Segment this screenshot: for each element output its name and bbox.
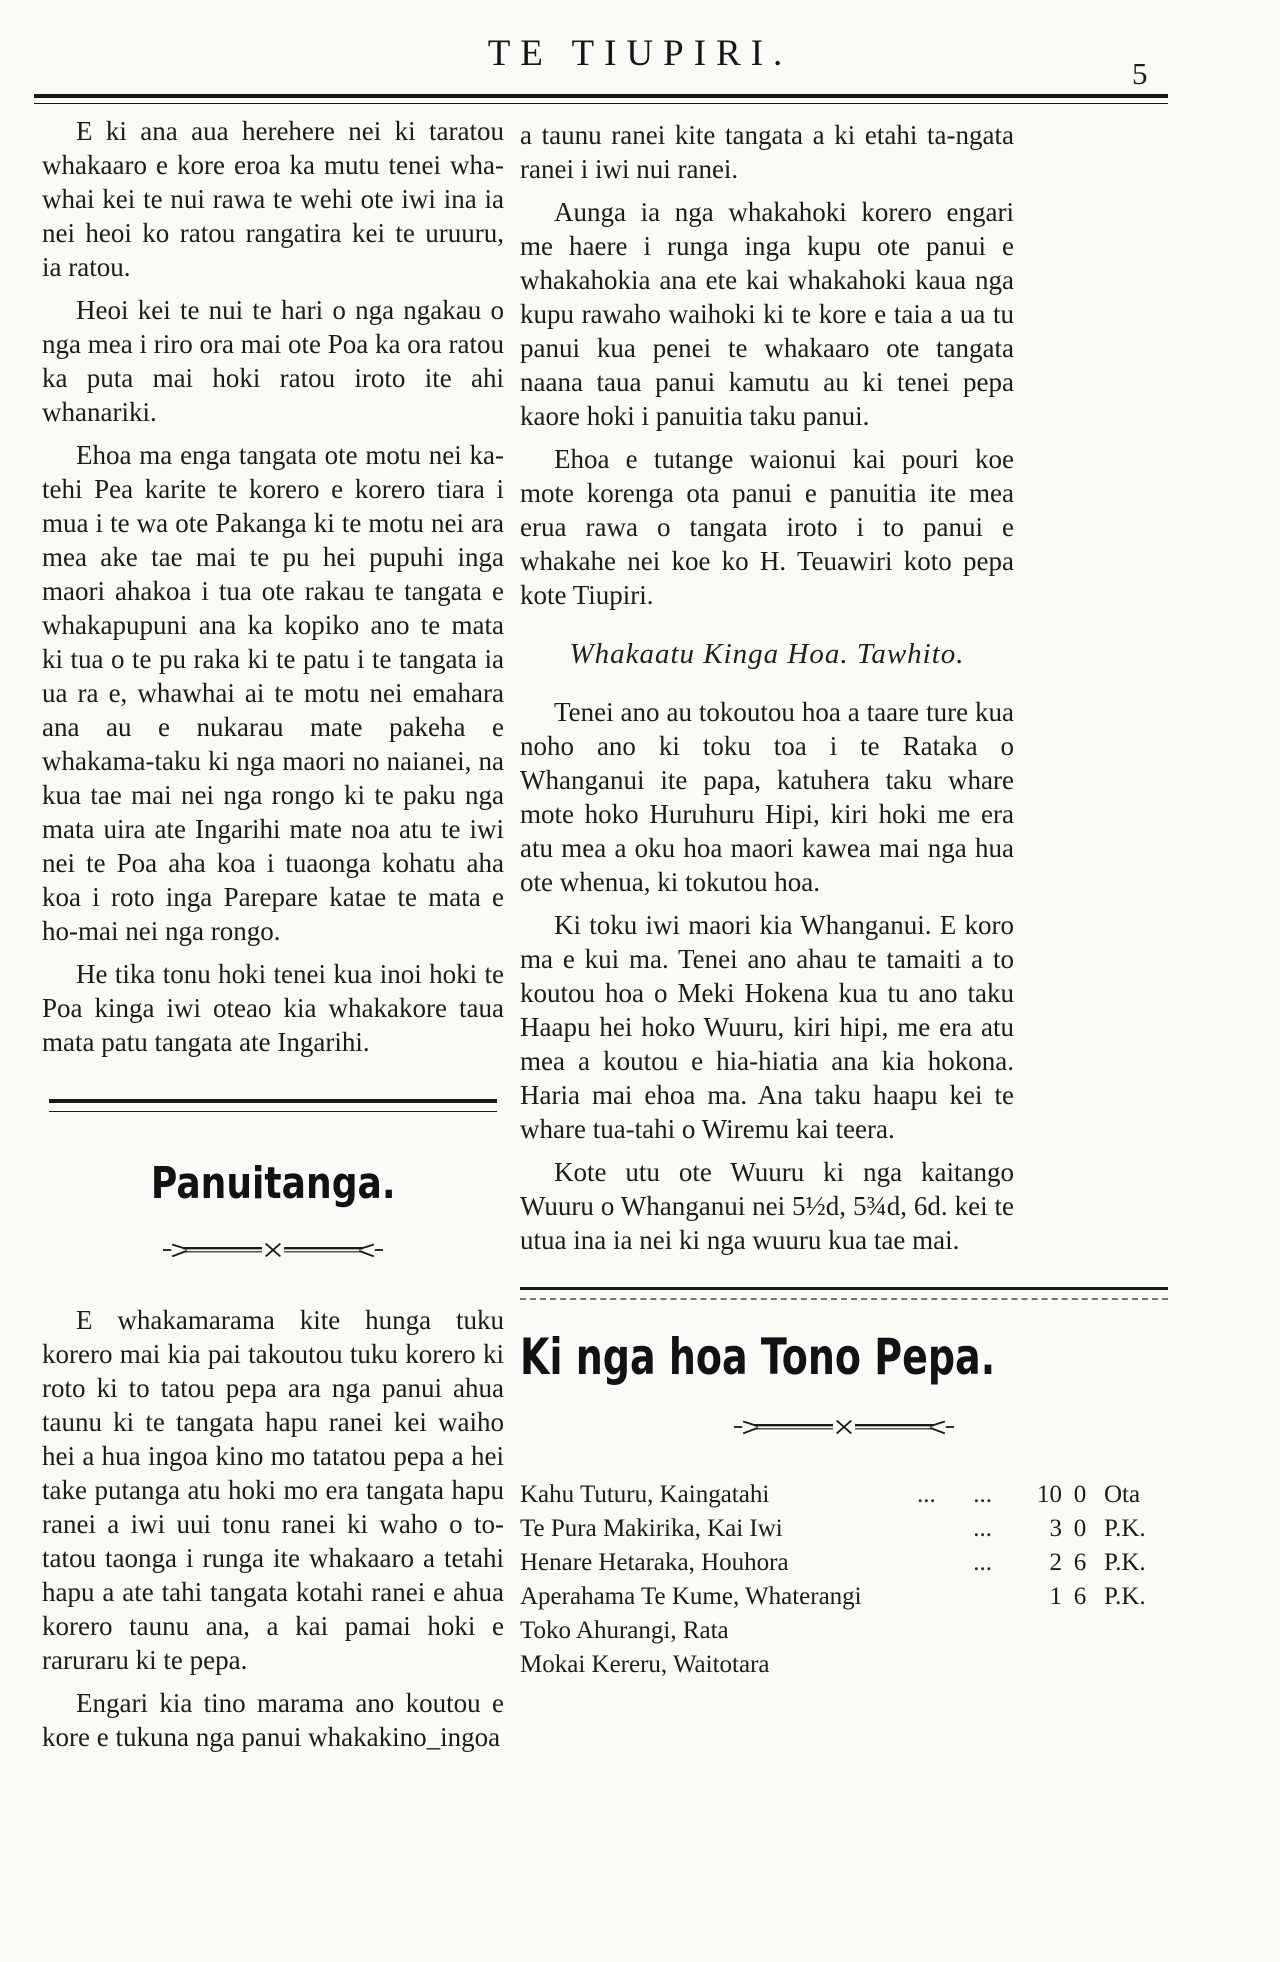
subscriber-list xyxy=(520,1478,1168,1682)
amount-pence: 0 xyxy=(1073,1515,1087,1542)
amount-shillings: 3 xyxy=(1049,1515,1062,1542)
left-column xyxy=(42,114,504,1763)
paragraph: a taunu ranei kite tangata a ki etahi ta-ngata ranei i iwi nui ranei. xyxy=(520,120,1014,184)
paragraph: Tenei ano au tokoutou hoa a taare ture kua noho ano ki toku toa i te Rataka o Whanganui ite papa, katuhera taku whare mote hoko Huruhuru Hipi, kiri hoki me era atu mea a oku hoa maori kawea mai nga hua ote whenua, ki tokutou hoa. xyxy=(520,697,1014,897)
subscriber-row xyxy=(520,1512,1168,1546)
page-title: TE TIUPIRI. xyxy=(487,33,793,74)
paragraph: He tika tonu hoki tenei kua inoi hoki te Poa kinga iwi oteao kia whakakore taua mata patu tangata ate Ingarihi. xyxy=(42,959,504,1057)
amount-pence: 0 xyxy=(1073,1481,1087,1508)
subscriber-name: Toko Ahurangi, Rata xyxy=(520,1617,729,1644)
page-number: 5 xyxy=(1132,56,1148,91)
paragraph: E whakamarama kite hunga tuku korero mai kia pai takoutou tuku korero ki roto ki to tatou pepa ara nga panui ahua taunu ki te tangata hapu ranei kei waiho hei a hua ingoa kino mo tatatou pepa a hei take putanga atu hoki mo era tangata hapu ranei a iwi uui tonu ranei ki waho o to-tatou taonga i runga ite whakaaro a tetahi hapu a ate tahi tangata kotahi ranei e ahua korero taunu ana, a kai pamai hoki e raruraru ki te pepa. xyxy=(42,1305,504,1675)
amount-shillings: 1 xyxy=(1049,1583,1062,1610)
leader-dots: ... xyxy=(973,1515,992,1542)
amount-pence: 6 xyxy=(1073,1583,1087,1610)
subscriber-row xyxy=(520,1478,1168,1512)
right-column xyxy=(520,118,1168,1682)
section-divider-dashed-rule xyxy=(520,1287,1168,1300)
paragraph: Ehoa e tutange waionui kai pouri koe mote korenga ota panui e panuitia ite mea erua rawa o tangata iroto i to panui e whakahe nei koe ko H. Teuawiri koto pepa kote Tiupiri. xyxy=(520,444,1014,610)
subscriber-row xyxy=(520,1546,1168,1580)
subscriber-name: Mokai Kereru, Waitotara xyxy=(520,1651,770,1678)
ornament-divider-icon xyxy=(734,1416,954,1438)
ornament-divider-icon xyxy=(163,1239,383,1261)
paragraph: Ehoa ma enga tangata ote motu nei ka-tehi Pea karite te korero e korero tiara i mua i te wa ote Pakanga ki te motu nei ara mea ake tae mai te pu hei pupuhi inga maori ahakoa i tua ote rakau te tangata e whakapupuni ana ka kopiko ano te mata ki tua o te pu raka ki te patu i te tangata ia ua ra e, whawhai ai te motu nei emahara ana au e nukarau mate pakeha e whakama-taku ki nga maori no naianei, na kua tae mai nei nga rongo ki te paku nga mata uira ate Ingarihi mate noa atu te iwi nei te Poa aha koa i tuaonga kohatu aha koa i roto inga Parepare katae te mata e ho-mai nei nga rongo. xyxy=(42,440,504,946)
paragraph: Ki toku iwi maori kia Whanganui. E koro ma e kui ma. Tenei ano ahau te tamaiti a to koutou hoa o Meki Hokena kua tu ano taku Haapu hei hoko Wuuru, kiri hipi, me era atu mea a koutou e hia-hiatia ana kia hokona. Haria mai ehoa ma. Ana taku haapu kei te whare tua-tahi o Wiremu kai teera. xyxy=(520,910,1014,1144)
subscriber-name: Kahu Tuturu, Kaingatahi xyxy=(520,1481,770,1508)
amount-note: Ota xyxy=(1104,1481,1141,1508)
paragraph: Kote utu ote Wuuru ki nga kaitango Wuuru o Whanganui nei 5½d, 5¾d, 6d. kei te utua ina ia nei ki nga wuuru kua tae mai. xyxy=(520,1157,1014,1255)
amount-note: P.K. xyxy=(1104,1549,1146,1576)
amount-note: P.K. xyxy=(1104,1583,1146,1610)
subscriber-name: Te Pura Makirika, Kai Iwi xyxy=(520,1515,783,1542)
tono-pepa-heading: Ki nga hoa Tono Pepa. xyxy=(520,1328,996,1386)
italic-subheading: Whakaatu Kinga Hoa. Tawhito. xyxy=(569,638,965,670)
leader-dots: ... xyxy=(973,1549,992,1576)
subscriber-name: Aperahama Te Kume, Whaterangi xyxy=(520,1583,862,1610)
panuitanga-heading: Panuitanga. xyxy=(150,1158,396,1209)
amount-shillings: 2 xyxy=(1049,1549,1062,1576)
paragraph: Aunga ia nga whakahoki korero engari me haere i runga inga kupu ote panui e whakahokia ana ete kai whakahoki kaua nga kupu rawaho waihoki ki te kore e taia a ua tu panui kua penei te whakaaro ote tangata naana taua panui kamutu au ki tenei pepa kaore hoki i panuitia taku panui. xyxy=(520,197,1014,431)
subscriber-name: Henare Hetaraka, Houhora xyxy=(520,1549,789,1576)
subscriber-row xyxy=(520,1614,1168,1648)
subscriber-row xyxy=(520,1648,1168,1682)
paragraph: Heoi kei te nui te hari o nga ngakau o nga mea i riro ora mai ote Poa ka ora ratou ka puta mai hoki ratou iroto ite ahi whanariki. xyxy=(42,295,504,427)
paragraph: Engari kia tino marama ano koutou e kore e tukuna nga panui whakakino_ingoa xyxy=(42,1688,504,1752)
amount-pence: 6 xyxy=(1073,1549,1087,1576)
leader-dots: ... ... xyxy=(917,1481,992,1508)
amount-note: P.K. xyxy=(1104,1515,1146,1542)
header-rule xyxy=(34,94,1168,104)
amount-shillings: 10 xyxy=(1037,1481,1062,1508)
paragraph: E ki ana aua herehere nei ki taratou whakaaro e kore eroa ka mutu tenei wha-whai kei te nui rawa te wehi ote iwi ina ia nei heoi ko ratou rangatira kei te uruuru, ia ratou. xyxy=(42,116,504,282)
subscriber-row xyxy=(520,1580,1168,1614)
section-divider-rule xyxy=(49,1099,497,1112)
